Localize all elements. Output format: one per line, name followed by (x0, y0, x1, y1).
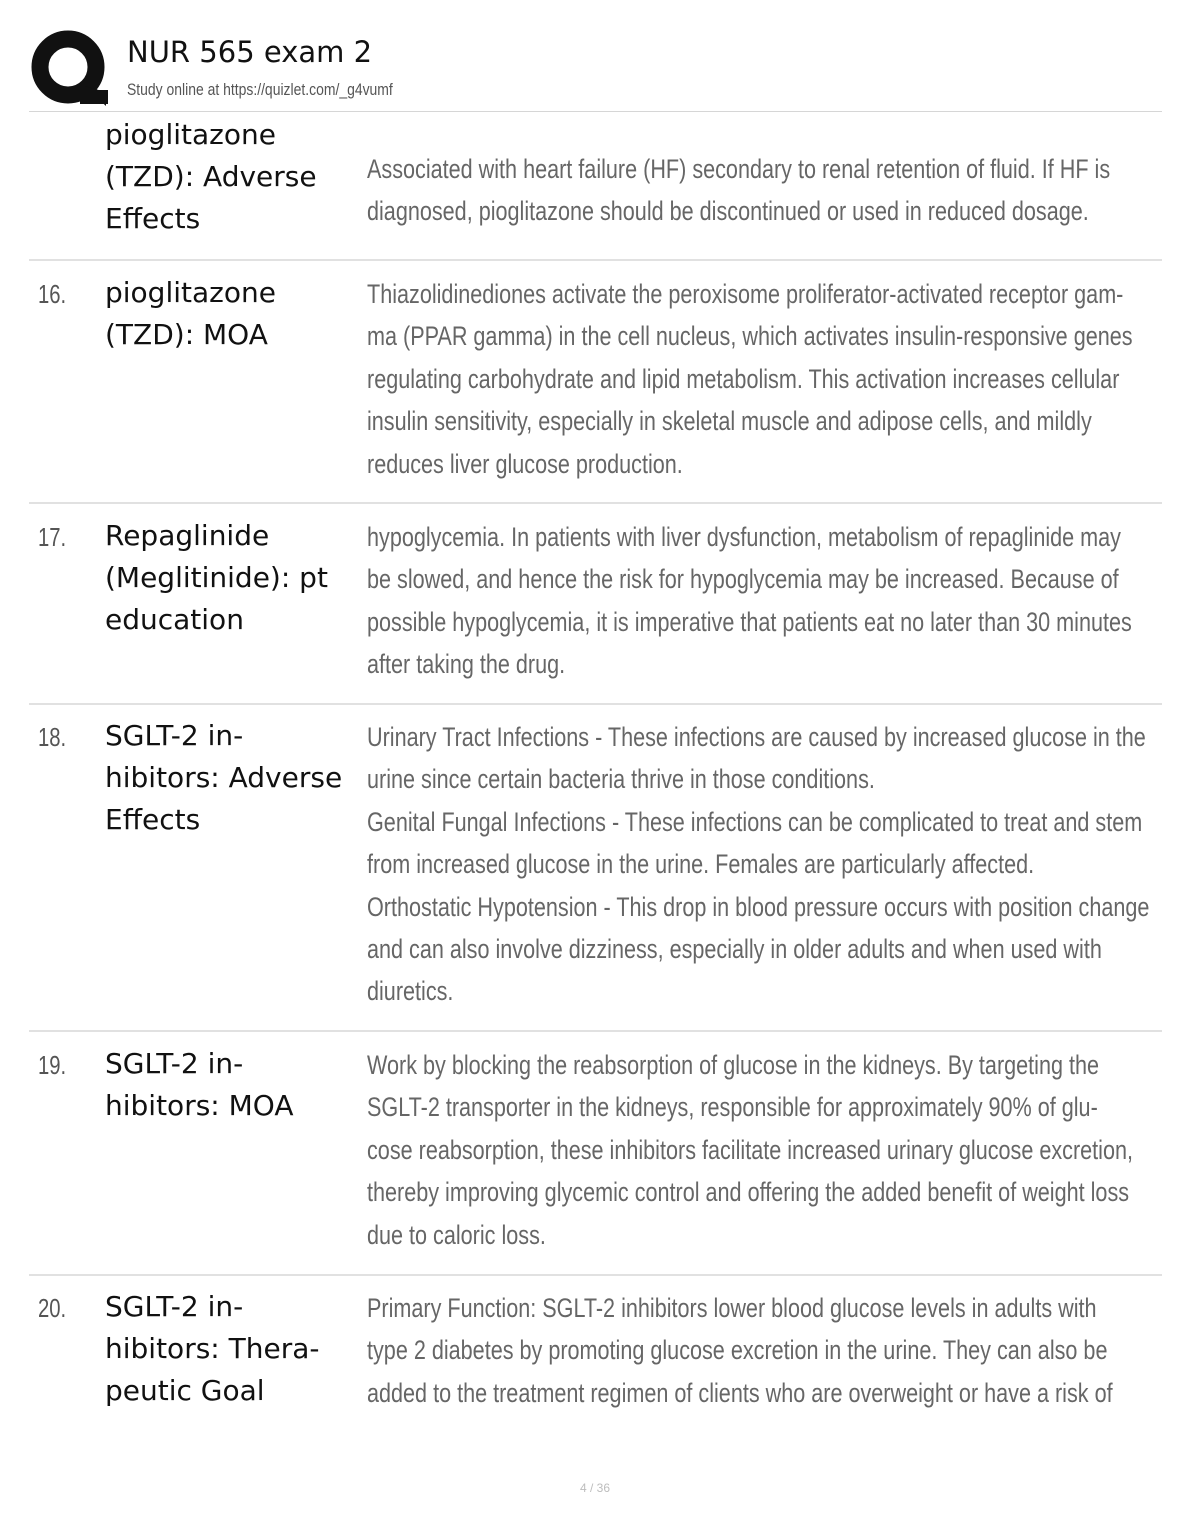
term-line: peutic Goal (105, 1374, 265, 1407)
term-line: hibitors: MOA (105, 1089, 294, 1122)
term-line: Effects (105, 803, 201, 836)
card-number: 16. (38, 279, 67, 309)
card-divider (29, 1030, 1162, 1032)
card-term (105, 515, 360, 641)
definition-line: Thiazolidinediones activate the peroxisome proliferator-activated receptor gam- (367, 279, 1124, 309)
card-term (105, 715, 360, 841)
definition-line: hypoglycemia. In patients with liver dysfunction, metabolism of repaglinide may (367, 522, 1121, 552)
term-line: SGLT-2 in- (105, 1290, 244, 1323)
term-line: (TZD): Adverse (105, 160, 317, 193)
card-term (105, 272, 360, 356)
card-divider (29, 259, 1162, 261)
definition-line: from increased glucose in the urine. Females are particularly affected. (367, 849, 1035, 880)
term-line: Repaglinide (105, 519, 270, 552)
card-definition (367, 1287, 1148, 1414)
term-line: Effects (105, 202, 201, 235)
definition-line: Orthostatic Hypotension - This drop in blood pressure occurs with position change (367, 891, 1150, 922)
definition-line: after taking the drug. (367, 649, 566, 680)
header-divider (29, 111, 1162, 112)
definition-line: thereby improving glycemic control and offering the added benefit of weight loss (367, 1177, 1130, 1208)
definition-line: SGLT-2 transporter in the kidneys, responsible for approximately 90% of glu- (367, 1092, 1098, 1123)
definition-line: added to the treatment regimen of clients who are overweight or have a risk of (367, 1377, 1113, 1408)
card-definition (367, 516, 1148, 686)
definition-line: reduces liver glucose production. (367, 448, 683, 479)
definition-line: ma (PPAR gamma) in the cell nucleus, which activates insulin-responsive genes (367, 321, 1133, 352)
term-line: pioglitazone (105, 118, 276, 151)
term-line: SGLT-2 in- (105, 1047, 244, 1080)
study-online-link-text: Study online at https://quizlet.com/_g4vumf (127, 80, 393, 99)
term-line: hibitors: Adverse (105, 761, 343, 794)
definition-line: diuretics. (367, 976, 454, 1007)
definition-line: regulating carbohydrate and lipid metabolism. This activation increases cellular (367, 363, 1120, 394)
definition-line: possible hypoglycemia, it is imperative that patients eat no later than 30 minutes (367, 606, 1132, 637)
card-number: 20. (38, 1293, 67, 1323)
definition-line: diagnosed, pioglitazone should be discontinued or used in reduced dosage. (367, 196, 1089, 227)
definition-line: Work by blocking the reabsorption of glucose in the kidneys. By targeting the (367, 1050, 1100, 1080)
definition-line: Primary Function: SGLT-2 inhibitors lower blood glucose levels in adults with (367, 1293, 1097, 1323)
page-header (0, 0, 1190, 112)
term-line: education (105, 603, 244, 636)
card-definition (367, 716, 1148, 1013)
definition-line: due to caloric loss. (367, 1219, 546, 1250)
term-line: pioglitazone (105, 276, 276, 309)
definition-line: cose reabsorption, these inhibitors facilitate increased urinary glucose excretion, (367, 1134, 1134, 1165)
definition-line: insulin sensitivity, especially in skeletal muscle and adipose cells, and mildly (367, 406, 1092, 437)
definition-line: be slowed, and hence the risk for hypoglycemia may be increased. Because of (367, 564, 1119, 595)
definition-line: and can also involve dizziness, especially in older adults and when used with (367, 933, 1102, 964)
quizlet-q-logo-icon (30, 30, 108, 108)
term-line: SGLT-2 in- (105, 719, 244, 752)
card-definition (367, 148, 1148, 233)
card-term (105, 114, 360, 240)
term-line: (TZD): MOA (105, 318, 268, 351)
definition-line: Associated with heart failure (HF) secondary to renal retention of fluid. If HF is (367, 154, 1111, 184)
card-number: 19. (38, 1050, 67, 1080)
card-divider (29, 502, 1162, 504)
definition-line: type 2 diabetes by promoting glucose excretion in the urine. They can also be (367, 1335, 1108, 1366)
card-definition (367, 273, 1148, 485)
card-divider (29, 703, 1162, 705)
definition-line: Urinary Tract Infections - These infections are caused by increased glucose in the (367, 722, 1146, 752)
card-term (105, 1286, 360, 1412)
card-term (105, 1043, 360, 1127)
definition-line: urine since certain bacteria thrive in those conditions. (367, 764, 875, 795)
card-definition (367, 1044, 1148, 1256)
definition-line: Genital Fungal Infections - These infections can be complicated to treat and stem (367, 806, 1143, 837)
page-indicator: 4 / 36 (579, 1481, 611, 1495)
document-title: NUR 565 exam 2 (127, 35, 373, 69)
card-divider (29, 1274, 1162, 1276)
card-number: 18. (38, 722, 67, 752)
term-line: (Meglitinide): pt (105, 561, 328, 594)
card-number: 17. (38, 522, 67, 552)
term-line: hibitors: Thera- (105, 1332, 320, 1365)
